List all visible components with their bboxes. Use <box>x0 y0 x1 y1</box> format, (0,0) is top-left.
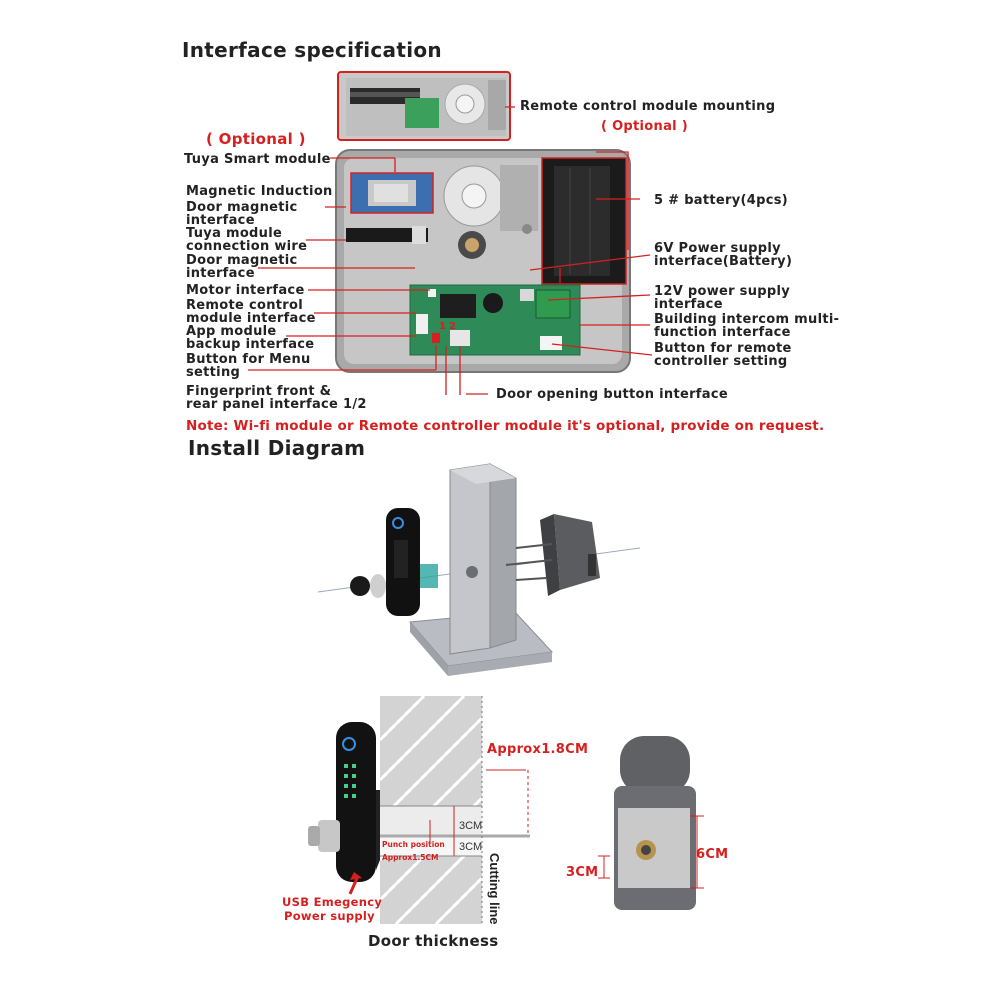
label-interface-2: interface <box>186 266 255 281</box>
usb-label-2: Power supply <box>284 909 375 923</box>
inside-box-photo <box>598 736 704 910</box>
label-module-interface: module interface <box>186 311 316 326</box>
label-remote-setting: controller setting <box>654 354 788 369</box>
approx-15cm-label: Approx1.5CM <box>382 853 439 862</box>
label-setting: setting <box>186 365 241 380</box>
approx-18cm-label: Approx1.8CM <box>487 742 589 757</box>
label-app-module: App module <box>186 324 277 339</box>
tuya-optional-label: ( Optional ) <box>206 130 306 148</box>
dim-3cm-a: 3CM <box>459 820 483 832</box>
label-rear-panel: rear panel interface 1/2 <box>186 397 367 412</box>
board-mark-2: 2 <box>449 321 457 332</box>
label-tuya-module: Tuya module <box>186 226 283 241</box>
label-6v-battery: interface(Battery) <box>654 254 793 269</box>
punch-position-label: Punch position <box>382 840 445 849</box>
label-door-magnetic-1: Door magnetic <box>186 200 298 215</box>
label-backup-interface: backup interface <box>186 337 315 352</box>
label-button-menu: Button for Menu <box>186 352 311 367</box>
label-multi-function: function interface <box>654 325 791 340</box>
label-interface-1: interface <box>186 213 255 228</box>
label-connection-wire: connection wire <box>186 239 308 254</box>
interface-title: Interface specification <box>182 38 442 62</box>
remote-optional-label: ( Optional ) <box>601 119 688 134</box>
label-motor-interface: Motor interface <box>186 283 305 298</box>
label-magnetic-induction: Magnetic Induction <box>186 184 333 199</box>
dim-3cm-side-label: 3CM <box>566 865 599 880</box>
exploded-view <box>318 464 640 676</box>
dim-3cm-b: 3CM <box>459 841 483 853</box>
door-thickness-label: Door thickness <box>368 932 499 950</box>
label-door-opening-button: Door opening button interface <box>496 387 728 402</box>
optional-note: Note: Wi-fi module or Remote controller module it's optional, provide on request. <box>186 418 825 434</box>
board-mark-1: 1 <box>439 321 447 332</box>
remote-mounting-label: Remote control module mounting <box>520 99 776 114</box>
label-button-remote: Button for remote <box>654 341 792 356</box>
label-6v-power: 6V Power supply <box>654 241 781 256</box>
label-12v-power: 12V power supply <box>654 284 791 299</box>
label-door-magnetic-2: Door magnetic <box>186 253 298 268</box>
cutting-line-label: Cutting line <box>487 853 502 925</box>
install-title: Install Diagram <box>188 436 366 460</box>
label-tuya-smart-module: Tuya Smart module <box>184 152 331 167</box>
label-battery: 5 # battery(4pcs) <box>654 193 788 208</box>
usb-label: USB Emegency <box>282 895 383 909</box>
label-12v-interface: interface <box>654 297 723 312</box>
label-fingerprint: Fingerprint front & <box>186 384 332 399</box>
dim-6cm-label: 6CM <box>696 847 729 862</box>
label-remote-control: Remote control <box>186 298 303 313</box>
label-intercom: Building intercom multi- <box>654 312 840 327</box>
